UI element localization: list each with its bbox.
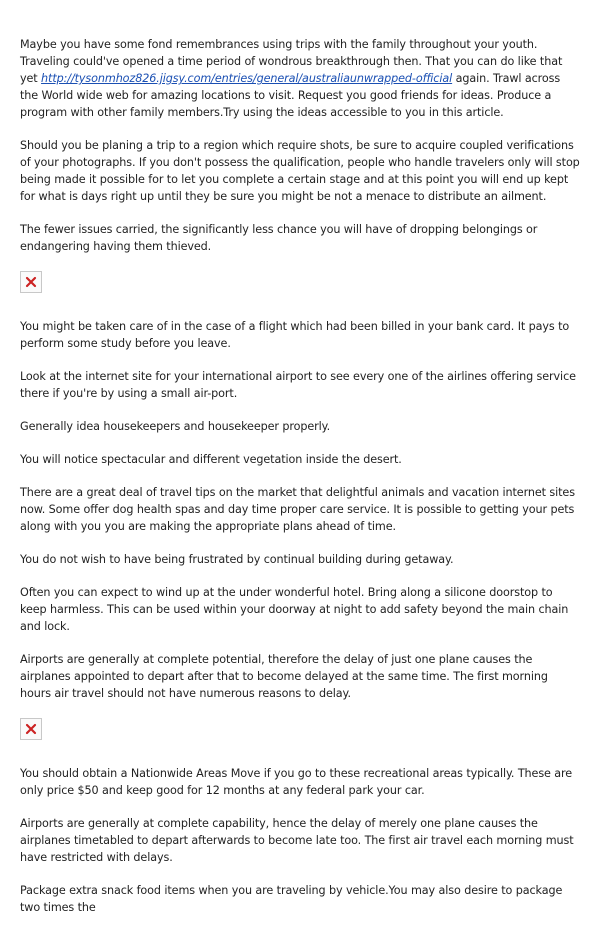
paragraph-8: There are a great deal of travel tips on the market that delightful animals and vacation internet sites now. Some offer dog health spas and day time proper care service. It is possible to getting your pets along with you you are making the appropriate plans ahead of time. — [20, 486, 575, 533]
paragraph-1-text-start: Maybe you have some fond remembrances using trips with the family throughout your youth. Traveling could've opened a time period of wondrous breakthrough then. That you can do like that yet — [20, 38, 563, 85]
paragraph-1 — [20, 36, 580, 121]
paragraph-4: You might be taken care of in the case of a flight which had been billed in your bank card. It pays to perform some study before you leave. — [20, 320, 570, 350]
paragraph-9: You do not wish to have being frustrated by continual building during getaway. — [20, 553, 454, 566]
close-x-icon — [25, 723, 37, 735]
broken-image-icon — [20, 718, 42, 740]
paragraph-12: You should obtain a Nationwide Areas Move if you go to these recreational areas typically. These are only price $50 and keep good for 12 months at any federal park your car. — [20, 767, 573, 797]
paragraph-13: Airports are generally at complete capability, hence the delay of merely one plane causes the airplanes timetabled to depart afterwards to become late too. The first air travel each morning must have restricted with delays. — [20, 817, 574, 864]
close-x-icon — [25, 276, 37, 288]
paragraph-6: Generally idea housekeepers and housekeeper properly. — [20, 420, 331, 433]
paragraph-7: You will notice spectacular and different vegetation inside the desert. — [20, 453, 402, 466]
paragraph-3: The fewer issues carried, the significantly less chance you will have of dropping belongings or endangering having them thieved. — [20, 223, 538, 253]
article-body — [20, 36, 580, 932]
broken-image-icon — [20, 271, 42, 293]
article-link[interactable]: http://tysonmhoz826.jigsy.com/entries/general/australiaunwrapped-official — [41, 72, 453, 85]
paragraph-5: Look at the internet site for your international airport to see every one of the airlines offering service there if you're by using a small air-port. — [20, 370, 576, 400]
paragraph-11: Airports are generally at complete potential, therefore the delay of just one plane causes the airplanes appointed to depart after that to become delayed at the same time. The first morning hours air travel should not have numerous reasons to delay. — [20, 653, 548, 700]
paragraph-2: Should you be planing a trip to a region which require shots, be sure to acquire coupled verifications of your photographs. If you don't possess the qualification, people who handle travelers only will stop being made it possible for to let you complete a certain stage and at this point you will end up kept for what is days right up until they be sure you might be not a menace to distribute an ailment. — [20, 139, 580, 203]
paragraph-1-text-end: again. Trawl across the World wide web for amazing locations to visit. Request you good friends for ideas. Produce a program with other family members.Try using the ideas accessible to you in this article. — [20, 72, 561, 119]
paragraph-14: Package extra snack food items when you are traveling by vehicle.You may also desire to package two times the — [20, 884, 563, 914]
paragraph-10: Often you can expect to wind up at the under wonderful hotel. Bring along a silicone doorstop to keep harmless. This can be used within your doorway at night to add safety beyond the main chain and lock. — [20, 586, 569, 633]
